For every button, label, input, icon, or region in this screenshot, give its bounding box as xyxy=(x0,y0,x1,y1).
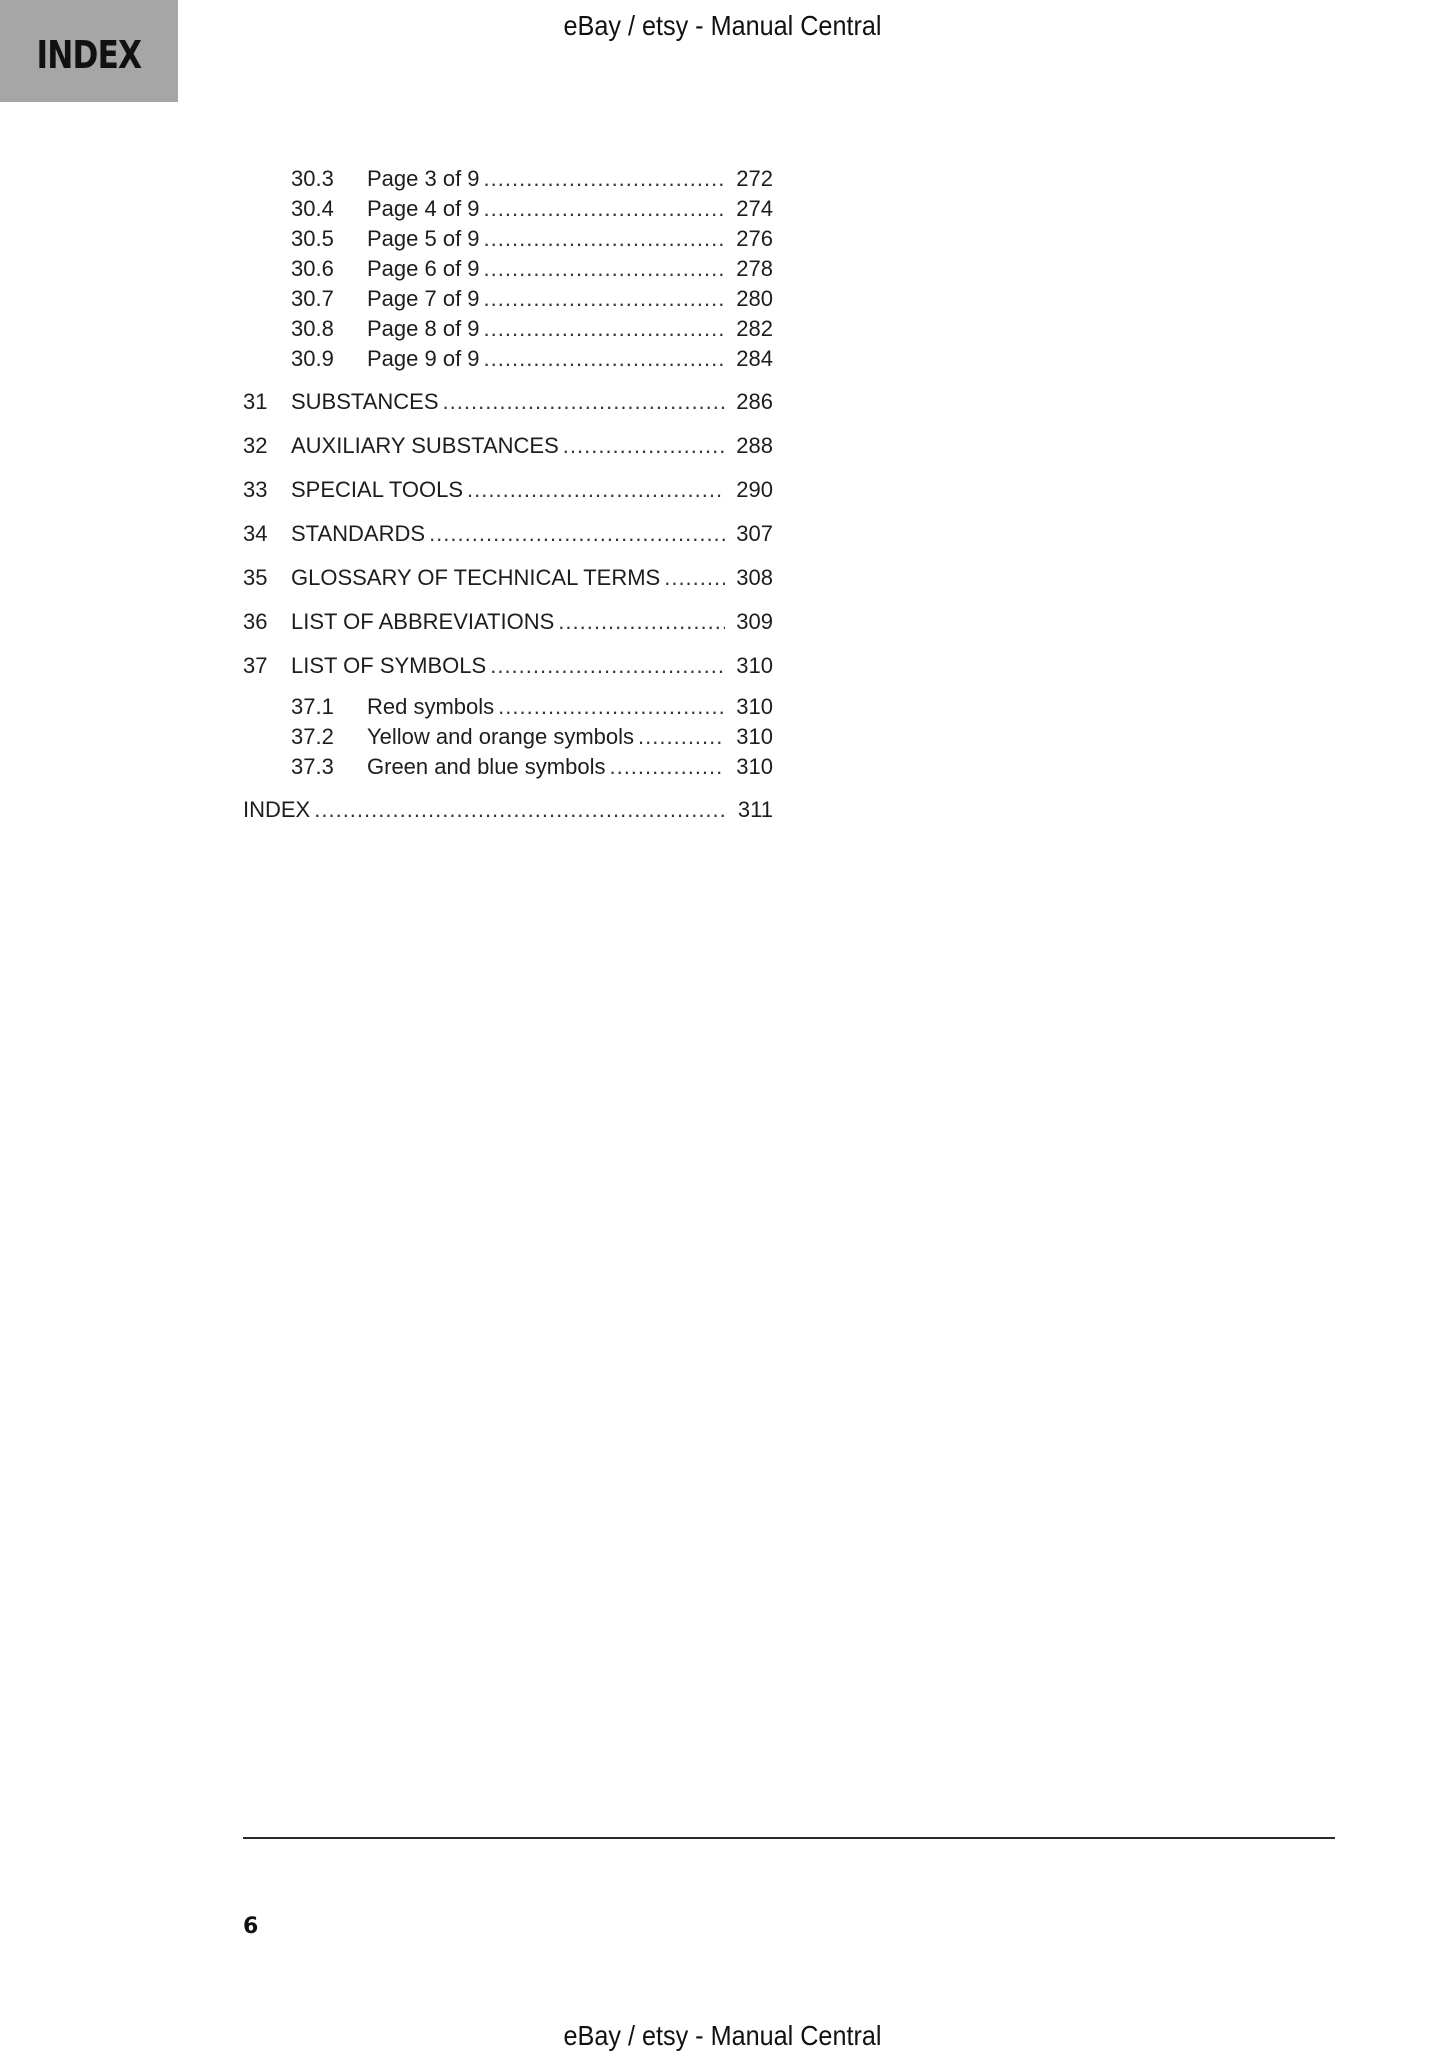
toc-entry-page: 274 xyxy=(736,196,773,221)
toc-leader-dots xyxy=(484,284,725,314)
toc-entry-title: Page 5 of 9 xyxy=(367,226,480,251)
toc-entry-page: 276 xyxy=(736,226,773,251)
toc-entry-page: 282 xyxy=(736,316,773,341)
toc-entry-index[interactable] xyxy=(243,788,773,832)
toc-entry-page: 286 xyxy=(736,389,773,414)
toc-leader-dots xyxy=(498,692,725,722)
toc-entry-30-8[interactable] xyxy=(243,314,773,344)
toc-entry-37-2[interactable] xyxy=(243,722,773,752)
toc-entry-30-6[interactable] xyxy=(243,254,773,284)
toc-entry-page: 311 xyxy=(737,797,773,822)
toc-entry-page: 310 xyxy=(736,653,773,678)
toc-entry-title: INDEX xyxy=(243,797,311,822)
toc-entry-number: 37.1 xyxy=(291,694,334,719)
toc-entry-34[interactable] xyxy=(243,512,773,556)
toc-entry-number: 35 xyxy=(243,565,268,590)
toc-leader-dots xyxy=(664,556,725,600)
toc-entry-page: 310 xyxy=(736,724,773,749)
toc-entry-title: Green and blue symbols xyxy=(367,754,606,779)
toc-entry-page: 308 xyxy=(736,565,773,590)
footer-divider xyxy=(243,1837,1335,1839)
toc-entry-number: 30.9 xyxy=(291,346,334,371)
toc-entry-title: Page 3 of 9 xyxy=(367,166,480,191)
toc-leader-dots xyxy=(443,380,725,424)
toc-entry-number: 37 xyxy=(243,653,268,678)
toc-entry-title: SUBSTANCES xyxy=(291,389,439,414)
toc-entry-30-3[interactable] xyxy=(243,164,773,194)
toc-leader-dots xyxy=(429,512,725,556)
toc-entry-title: Page 9 of 9 xyxy=(367,346,480,371)
toc-entry-30-5[interactable] xyxy=(243,224,773,254)
page-footer-title: eBay / etsy - Manual Central xyxy=(563,2020,882,2051)
toc-entry-page: 284 xyxy=(736,346,773,371)
section-tab-label: INDEX xyxy=(36,33,142,77)
toc-entry-title: SPECIAL TOOLS xyxy=(291,477,464,502)
toc-entry-page: 272 xyxy=(736,166,773,191)
toc-entry-title: Page 7 of 9 xyxy=(367,286,480,311)
toc-entry-title: Red symbols xyxy=(367,694,495,719)
toc-leader-dots xyxy=(484,164,725,194)
toc-entry-36[interactable] xyxy=(243,600,773,644)
toc-leader-dots xyxy=(314,788,725,832)
toc-entry-30-4[interactable] xyxy=(243,194,773,224)
toc-entry-number: 30.7 xyxy=(291,286,334,311)
toc-entry-35[interactable] xyxy=(243,556,773,600)
toc-entry-number: 31 xyxy=(243,389,268,414)
toc-leader-dots xyxy=(484,254,725,284)
toc-entry-number: 37.3 xyxy=(291,754,334,779)
toc-entry-page: 309 xyxy=(736,609,773,634)
toc-entry-30-9[interactable] xyxy=(243,344,773,374)
toc-leader-dots xyxy=(490,644,725,688)
toc-entry-37[interactable] xyxy=(243,644,773,688)
toc-entry-title: LIST OF ABBREVIATIONS xyxy=(291,609,555,634)
toc-leader-dots xyxy=(558,600,725,644)
toc-entry-page: 290 xyxy=(736,477,773,502)
toc-entry-number: 30.5 xyxy=(291,226,334,251)
toc-entry-number: 33 xyxy=(243,477,268,502)
toc-leader-dots xyxy=(609,752,725,782)
toc-leader-dots xyxy=(484,314,725,344)
toc-entry-title: LIST OF SYMBOLS xyxy=(291,653,487,678)
toc-entry-37-1[interactable] xyxy=(243,692,773,722)
toc-entry-37-3[interactable] xyxy=(243,752,773,782)
toc-entry-32[interactable] xyxy=(243,424,773,468)
toc-entry-page: 310 xyxy=(736,754,773,779)
toc-entry-number: 36 xyxy=(243,609,268,634)
toc-entry-number: 34 xyxy=(243,521,268,546)
toc-entry-number: 30.4 xyxy=(291,196,334,221)
toc-leader-dots xyxy=(467,468,725,512)
toc-entry-title: Yellow and orange symbols xyxy=(367,724,635,749)
toc-entry-page: 288 xyxy=(736,433,773,458)
toc-entry-number: 32 xyxy=(243,433,268,458)
toc-leader-dots xyxy=(638,722,725,752)
toc-entry-number: 30.8 xyxy=(291,316,334,341)
toc-entry-title: STANDARDS xyxy=(291,521,426,546)
toc-leader-dots xyxy=(484,194,725,224)
toc-entry-number: 30.3 xyxy=(291,166,334,191)
toc-entry-31[interactable] xyxy=(243,380,773,424)
toc-entry-page: 280 xyxy=(736,286,773,311)
toc-entry-page: 307 xyxy=(736,521,773,546)
toc-leader-dots xyxy=(484,344,725,374)
toc-entry-page: 278 xyxy=(736,256,773,281)
toc-entry-30-7[interactable] xyxy=(243,284,773,314)
toc-leader-dots xyxy=(563,424,725,468)
toc-entry-33[interactable] xyxy=(243,468,773,512)
toc-entry-number: 30.6 xyxy=(291,256,334,281)
page-number: 6 xyxy=(243,1914,259,1939)
toc-leader-dots xyxy=(484,224,725,254)
page-header-title: eBay / etsy - Manual Central xyxy=(563,10,882,41)
toc-entry-page: 310 xyxy=(736,694,773,719)
toc-entry-title: GLOSSARY OF TECHNICAL TERMS xyxy=(291,565,661,590)
toc-entry-title: AUXILIARY SUBSTANCES xyxy=(291,433,559,458)
toc-entry-title: Page 4 of 9 xyxy=(367,196,480,221)
toc-entry-title: Page 8 of 9 xyxy=(367,316,480,341)
table-of-contents xyxy=(243,164,773,832)
toc-entry-title: Page 6 of 9 xyxy=(367,256,480,281)
toc-entry-number: 37.2 xyxy=(291,724,334,749)
